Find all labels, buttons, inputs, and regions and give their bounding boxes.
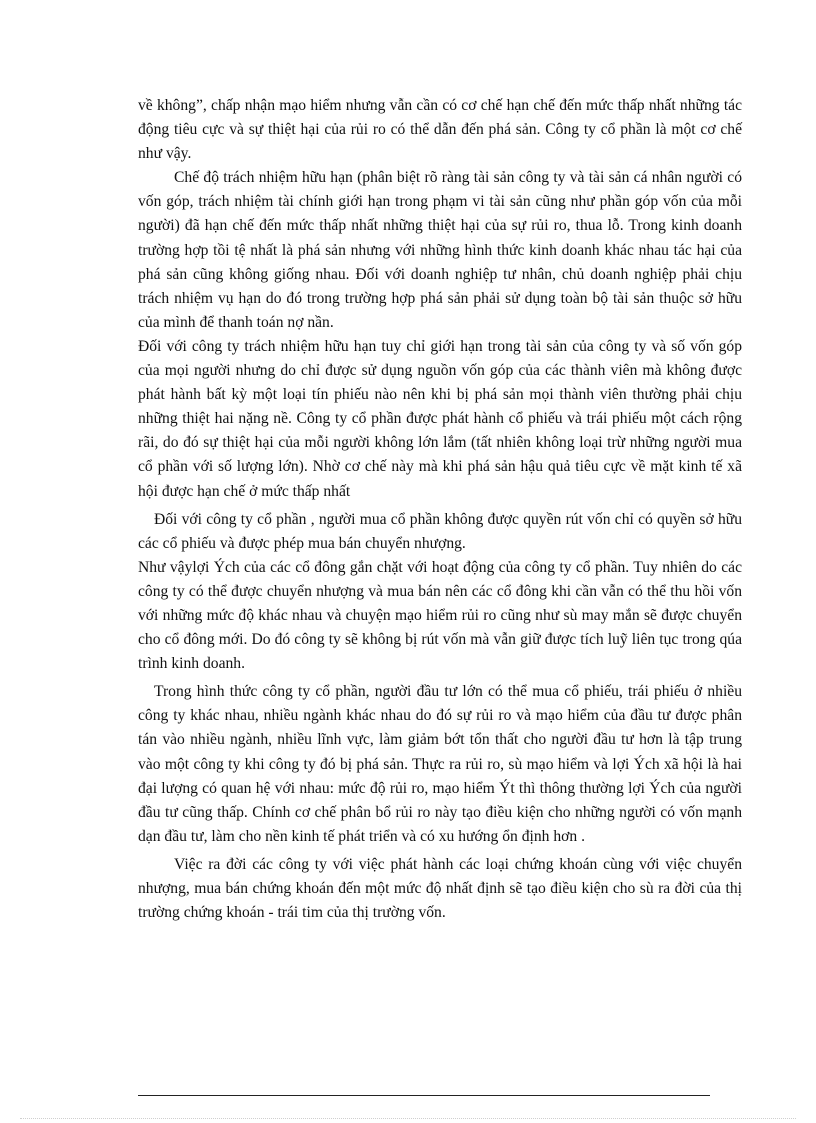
paragraph-2: Chế độ trách nhiệm hữu hạn (phân biệt rõ ràng tài sản công ty và tài sản cá nhân người có vốn góp, trách nhiệm tài chính giới hạn trong phạm vi tài sản cũng như phần góp vốn của mỗi người) đã hạn chế đến mức thấp nhất những thiệt hại của sự rủi ro, thua lỗ. Trong kinh doanh trường hợp tồi tệ nhất là phá sản nhưng với những hình thức kinh doanh khác nhau tác hại của phá sản cũng không giống nhau. Đối với doanh nghiệp tư nhân, chủ doanh nghiệp phải chịu trách nhiệm vụ hạn do đó trong trường hợp phá sản phải sử dụng toàn bộ tài sản thuộc sở hữu của mình để thanh toán nợ nần. xyxy=(138,169,742,331)
page-bottom-border xyxy=(20,1118,796,1119)
document-body xyxy=(138,94,742,925)
footer-divider xyxy=(138,1095,710,1096)
paragraph-7: Việc ra đời các công ty với việc phát hành các loại chứng khoán cùng với việc chuyển nhượng, mua bán chứng khoán đến một mức độ nhất định sẽ tạo điều kiện cho sù ra đời của thị trường chứng khoán - trái tim của thị trường vốn. xyxy=(138,855,742,922)
paragraph-6: Trong hình thức công ty cổ phần, người đầu tư lớn có thể mua cổ phiếu, trái phiếu ở nhiều công ty khác nhau, nhiều ngành khác nhau do đó sự rủi ro và mạo hiểm của đầu tư được phân tán vào nhiều ngành, nhiều lĩnh vực, làm giảm bớt tổn thất cho người đầu tư hơn là tập trung vào một công ty khi công ty đó bị phá sản. Thực ra rủi ro, sù mạo hiểm và lợi Ých xã hội là hai đại lượng có quan hệ với nhau: mức độ rủi ro, mạo hiểm Ýt thì thông thường lợi Ých của người đầu tư cũng thấp. Chính cơ chế phân bổ rủi ro này tạo điều kiện cho những người có vốn mạnh dạn đầu tư, làm cho nền kinh tế phát triển và có xu hướng ổn định hơn . xyxy=(138,683,742,845)
paragraph-5: Như vậylợi Ých của các cổ đông gắn chặt với hoạt động của công ty cổ phần. Tuy nhiên do các công ty có thể được chuyển nhượng và mua bán nên các cổ đông khi cần vẫn có thể thu hồi vốn với những mức độ khác nhau và chuyện mạo hiểm rủi ro cũng như sù may mắn sẽ được chuyển cho cổ đông mới. Do đó công ty sẽ không bị rút vốn mà vẫn giữ được tích luỹ liên tục trong qúa trình kinh doanh. xyxy=(138,558,742,673)
paragraph-1: về không”, chấp nhận mạo hiểm nhưng vẫn cần có cơ chế hạn chế đến mức thấp nhất những tác động tiêu cực và sự thiệt hại của rủi ro có thể dẫn đến phá sản. Công ty cổ phần là một cơ chế như vậy. xyxy=(138,97,742,163)
paragraph-3: Đối với công ty trách nhiệm hữu hạn tuy chỉ giới hạn trong tài sản của công ty và số vốn góp của mọi người nhưng do chỉ được sử dụng nguồn vốn góp của các thành viên mà không được phát hành bất kỳ một loại tín phiếu nào nên khi bị phá sản mọi thành viên thường phải chịu những thiệt hai nặng nề. Công ty cổ phần được phát hành cổ phiếu và trái phiếu một cách rộng rãi, do đó sự thiệt hại của mỗi người không lớn lắm (tất nhiên không loại trừ những người mua cổ phần với số lượng lớn). Nhờ cơ chế này mà khi phá sản hậu quả tiêu cực về mặt kinh tế xã hội được hạn chế ở mức thấp nhất xyxy=(138,337,742,500)
paragraph-4: Đối với công ty cổ phần , người mua cổ phần không được quyền rút vốn chỉ có quyền sở hữu các cổ phiếu và được phép mua bán chuyển nhượng. xyxy=(138,510,742,552)
